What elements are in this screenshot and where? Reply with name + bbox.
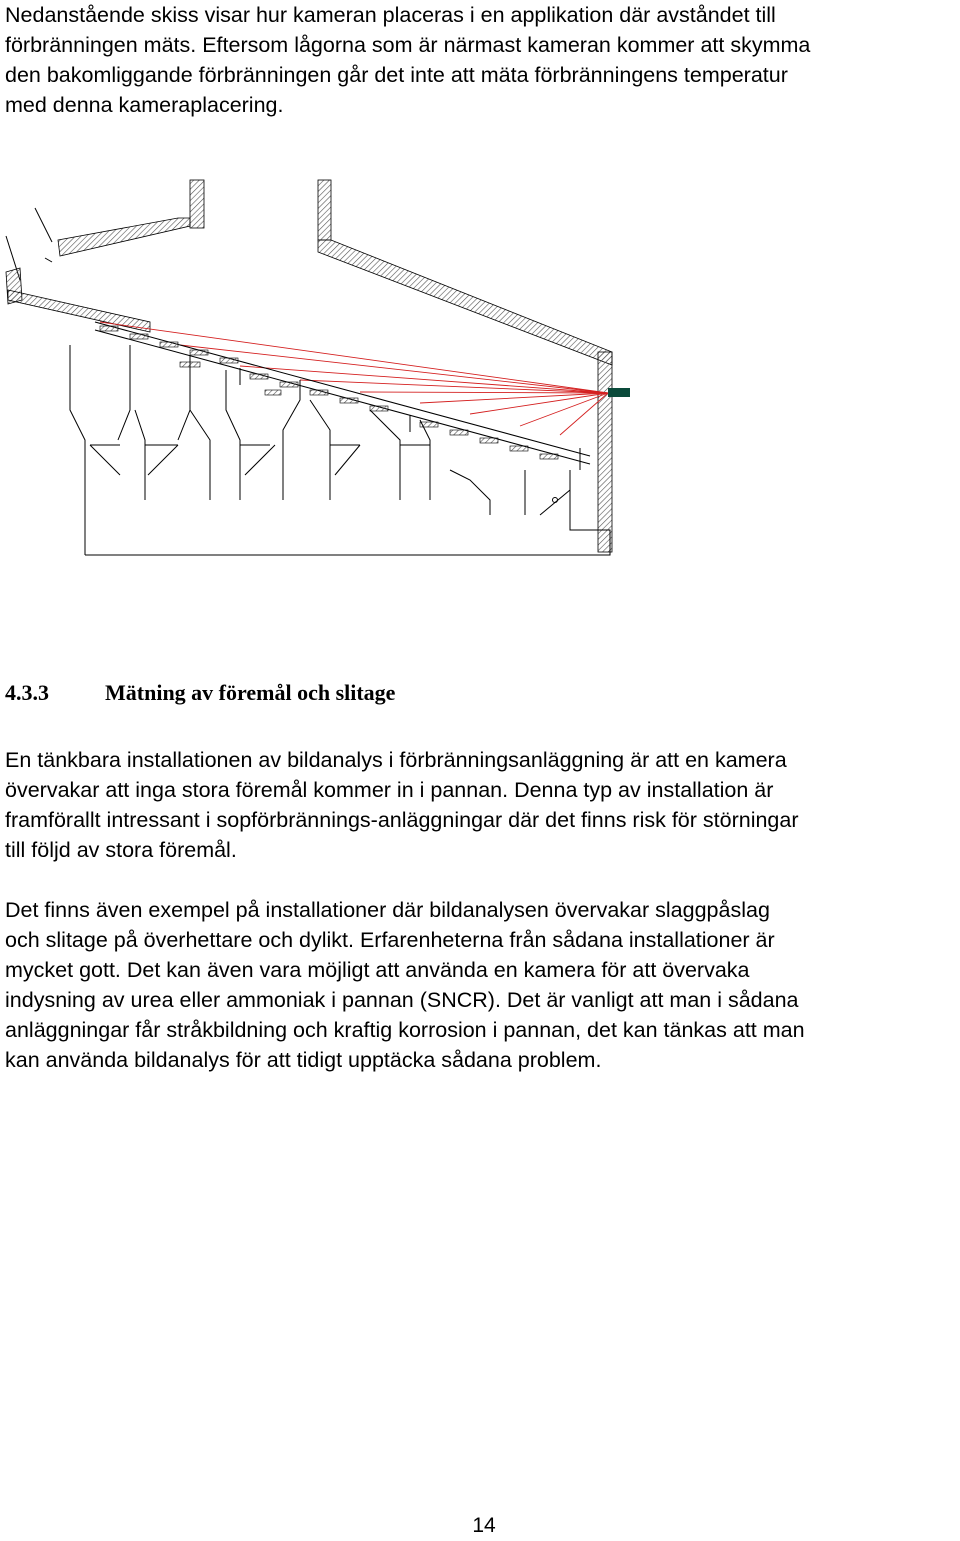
air-hoppers: [70, 345, 610, 555]
section-heading: [5, 678, 395, 708]
para1-line: till följd av stora föremål.: [5, 838, 237, 862]
body-paragraph-1: [5, 745, 960, 865]
intro-line: Nedanstående skiss visar hur kameran placeras i en applikation där avståndet till: [5, 3, 776, 27]
para1-line: En tänkbara installationen av bildanalys i förbränningsanläggning är att en kamera: [5, 748, 787, 772]
intro-line: förbränningen mäts. Eftersom lågorna som är närmast kameran kommer att skymma: [5, 33, 811, 57]
camera-icon: [608, 388, 630, 397]
intro-line: den bakomliggande förbränningen går det inte att mäta förbränningens temperatur: [5, 63, 788, 87]
para2-line: mycket gott. Det kan även vara möjligt att använda en kamera för att övervaka: [5, 958, 750, 982]
section-title: Mätning av föremål och slitage: [105, 680, 396, 705]
para2-line: kan använda bildanalys för att tidigt upptäcka sådana problem.: [5, 1048, 602, 1072]
para1-line: övervakar att inga stora föremål kommer in i pannan. Denna typ av installation är: [5, 778, 774, 802]
sight-lines: [100, 322, 608, 435]
para2-line: indysning av urea eller ammoniak i pannan (SNCR). Det är vanligt att man i sådana: [5, 988, 799, 1012]
left-roof-wall: [6, 180, 204, 332]
para2-line: och slitage på överhettare och dylikt. Erfarenheterna från sådana installationer är: [5, 928, 775, 952]
feed-chute: [6, 208, 52, 280]
section-number: 4.3.3: [5, 680, 49, 705]
right-boiler-wall: [318, 180, 612, 552]
body-paragraph-2: [5, 895, 960, 1075]
para2-line: Det finns även exempel på installationer där bildanalysen övervakar slaggpåslag: [5, 898, 770, 922]
para2-line: anläggningar får stråkbildning och kraftig korrosion i pannan, det kan tänkas att man: [5, 1018, 805, 1042]
camera-placement-diagram: [0, 170, 640, 570]
page-number: 14: [472, 1514, 496, 1537]
para1-line: framförallt intressant i sopförbrännings-anläggningar där det finns risk för störningar: [5, 808, 799, 832]
intro-paragraph: [5, 0, 960, 120]
intro-line: med denna kameraplacering.: [5, 93, 284, 117]
